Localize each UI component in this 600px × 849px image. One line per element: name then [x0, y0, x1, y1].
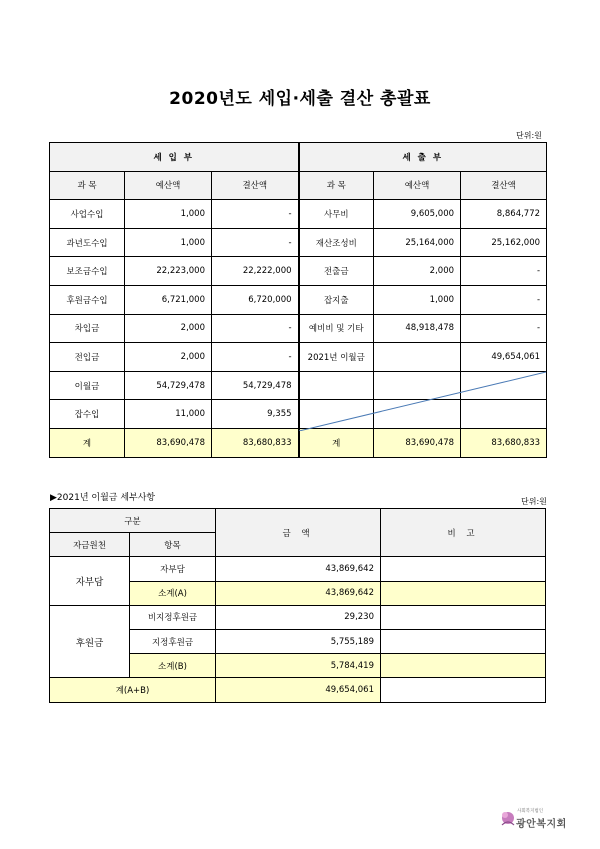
- table-row: [50, 371, 547, 400]
- income-settle: 9,355: [212, 400, 299, 429]
- carryover-table: [49, 508, 546, 703]
- expense-settle: 25,162,000: [461, 228, 547, 257]
- income-settle: -: [212, 200, 299, 229]
- header-source: 자금원천: [50, 533, 130, 557]
- header-note: 비 고: [381, 509, 546, 557]
- income-header: 세 입 부: [50, 143, 299, 172]
- expense-total-budget: 83,690,478: [374, 428, 461, 457]
- table-row: [50, 200, 547, 229]
- empty-cell: [299, 371, 374, 400]
- expense-subject: 사무비: [299, 200, 374, 229]
- note-cell: [381, 678, 546, 702]
- expense-budget: 2,000: [374, 257, 461, 286]
- empty-cell: [374, 371, 461, 400]
- amount-value: 43,869,642: [216, 581, 381, 605]
- table-row: [50, 285, 547, 314]
- note-cell: [381, 605, 546, 629]
- amount-value: 5,755,189: [216, 629, 381, 653]
- expense-total-settle: 83,680,833: [461, 428, 547, 457]
- item-label: 비지정후원금: [130, 605, 216, 629]
- total-label: 계: [299, 428, 374, 457]
- expense-settle: -: [461, 257, 547, 286]
- page-title: 2020년도 세입·세출 결산 총괄표: [169, 89, 431, 109]
- table-row: [50, 557, 546, 581]
- item-label: 지정후원금: [130, 629, 216, 653]
- col-settle: 결산액: [461, 171, 547, 200]
- total-label: 계: [50, 428, 125, 457]
- income-budget: 11,000: [125, 400, 212, 429]
- expense-budget: [374, 343, 461, 372]
- expense-subject: 2021년 이월금: [299, 343, 374, 372]
- unit-label: 단위:원: [521, 497, 547, 506]
- col-budget: 예산액: [374, 171, 461, 200]
- empty-cell: [299, 400, 374, 429]
- logo-subtitle: 사회복지법인: [517, 809, 544, 814]
- expense-budget: 1,000: [374, 285, 461, 314]
- item-label: 자부담: [130, 557, 216, 581]
- expense-settle: 8,864,772: [461, 200, 547, 229]
- table-row: [50, 343, 547, 372]
- total-row: [50, 678, 546, 702]
- income-settle: 22,222,000: [212, 257, 299, 286]
- expense-subject: 예비비 및 기타: [299, 314, 374, 343]
- section-title: ▶2021년 이월금 세부사항: [50, 493, 156, 503]
- income-settle: 54,729,478: [212, 371, 299, 400]
- expense-budget: 9,605,000: [374, 200, 461, 229]
- income-budget: 1,000: [125, 228, 212, 257]
- empty-cell: [461, 400, 547, 429]
- note-cell: [381, 581, 546, 605]
- expense-subject: 잡지출: [299, 285, 374, 314]
- col-settle: 결산액: [212, 171, 299, 200]
- income-budget: 2,000: [125, 343, 212, 372]
- amount-value: 43,869,642: [216, 557, 381, 581]
- group-label: 후원금: [50, 605, 130, 678]
- header-category: 구분: [50, 509, 216, 533]
- item-label: 소계(B): [130, 654, 216, 678]
- col-budget: 예산액: [125, 171, 212, 200]
- income-subject: 후원금수입: [50, 285, 125, 314]
- expense-subject: 재산조성비: [299, 228, 374, 257]
- income-settle: -: [212, 228, 299, 257]
- header-amount: 금 액: [216, 509, 381, 557]
- header-item: 항목: [130, 533, 216, 557]
- total-row: [50, 428, 547, 457]
- expense-budget: 48,918,478: [374, 314, 461, 343]
- income-subject: 사업수입: [50, 200, 125, 229]
- expense-settle: 49,654,061: [461, 343, 547, 372]
- income-budget: 2,000: [125, 314, 212, 343]
- item-label: 소계(A): [130, 581, 216, 605]
- empty-cell: [374, 400, 461, 429]
- income-budget: 1,000: [125, 200, 212, 229]
- income-settle: -: [212, 314, 299, 343]
- income-subject: 전입금: [50, 343, 125, 372]
- income-settle: -: [212, 343, 299, 372]
- col-subject: 과 목: [50, 171, 125, 200]
- income-subject: 이월금: [50, 371, 125, 400]
- income-total-budget: 83,690,478: [125, 428, 212, 457]
- expense-budget: 25,164,000: [374, 228, 461, 257]
- income-settle: 6,720,000: [212, 285, 299, 314]
- table-row: [50, 257, 547, 286]
- income-subject: 과년도수입: [50, 228, 125, 257]
- income-budget: 22,223,000: [125, 257, 212, 286]
- income-total-settle: 83,680,833: [212, 428, 299, 457]
- table-row: [50, 228, 547, 257]
- income-subject: 잡수입: [50, 400, 125, 429]
- summary-table: [49, 142, 547, 458]
- income-subject: 차입금: [50, 314, 125, 343]
- unit-label: 단위:원: [516, 131, 542, 140]
- total-amount: 49,654,061: [216, 678, 381, 702]
- expense-subject: 전출금: [299, 257, 374, 286]
- group-label: 자부담: [50, 557, 130, 605]
- table-row: [50, 400, 547, 429]
- amount-value: 5,784,419: [216, 654, 381, 678]
- table-row: [50, 314, 547, 343]
- total-label: 계(A+B): [50, 678, 216, 702]
- note-cell: [381, 654, 546, 678]
- amount-value: 29,230: [216, 605, 381, 629]
- expense-header: 세 출 부: [299, 143, 547, 172]
- col-subject: 과 목: [299, 171, 374, 200]
- income-budget: 54,729,478: [125, 371, 212, 400]
- note-cell: [381, 557, 546, 581]
- income-budget: 6,721,000: [125, 285, 212, 314]
- empty-cell: [461, 371, 547, 400]
- logo-name: 광안복지회: [516, 819, 567, 830]
- table-row: [50, 605, 546, 629]
- note-cell: [381, 629, 546, 653]
- income-subject: 보조금수입: [50, 257, 125, 286]
- expense-settle: -: [461, 314, 547, 343]
- expense-settle: -: [461, 285, 547, 314]
